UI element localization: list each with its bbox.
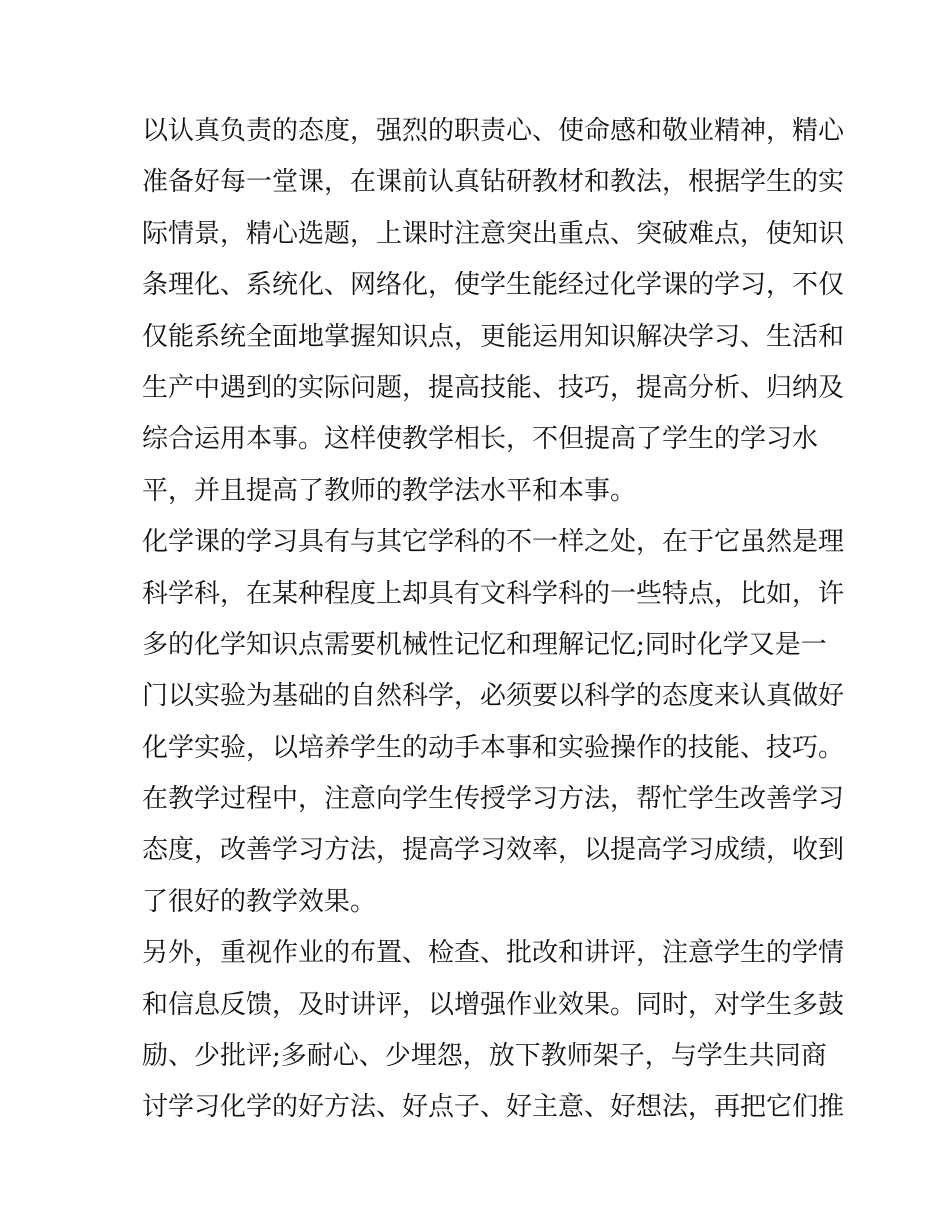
text-line: 和信息反馈，及时讲评，以增强作业效果。同时，对学生多鼓 xyxy=(142,989,845,1020)
text-line: 多的化学知识点需要机械性记忆和理解记忆;同时化学又是一 xyxy=(142,629,827,660)
text-line: 化学实验，以培养学生的动手本事和实验操作的技能、技巧。 xyxy=(142,732,845,763)
text-line: 化学课的学习具有与其它学科的不一样之处，在于它虽然是理 xyxy=(142,527,845,558)
text-line: 态度，改善学习方法，提高学习效率，以提高学习成绩，收到 xyxy=(142,835,845,866)
text-line: 科学科，在某种程度上却具有文科学科的一些特点，比如，许 xyxy=(142,578,845,609)
text-line: 在教学过程中，注意向学生传授学习方法，帮忙学生改善学习 xyxy=(142,784,845,815)
text-line: 际情景，精心选题，上课时注意突出重点、突破难点，使知识 xyxy=(142,218,845,249)
text-line: 了很好的教学效果。 xyxy=(142,886,377,917)
body-text xyxy=(142,106,845,1134)
text-line: 励、少批评;多耐心、少埋怨，放下教师架子，与学生共同商 xyxy=(142,1041,827,1072)
text-line: 门以实验为基础的自然科学，必须要以科学的态度来认真做好 xyxy=(142,681,845,712)
text-line: 另外，重视作业的布置、检查、批改和讲评，注意学生的学情 xyxy=(142,938,845,969)
text-line: 以认真负责的态度，强烈的职责心、使命感和敬业精神，精心 xyxy=(142,116,845,146)
text-line: 仅能系统全面地掌握知识点，更能运用知识解决学习、生活和 xyxy=(142,321,845,352)
text-line: 平，并且提高了教师的教学法水平和本事。 xyxy=(142,475,637,506)
text-line: 生产中遇到的实际问题，提高技能、技巧，提高分析、归纳及 xyxy=(142,372,845,403)
text-line: 讨学习化学的好方法、好点子、好主意、好想法，再把它们推 xyxy=(142,1092,845,1123)
text-line: 综合运用本事。这样使教学相长，不但提高了学生的学习水 xyxy=(142,424,819,455)
text-line: 条理化、系统化、网络化，使学生能经过化学课的学习，不仅 xyxy=(142,270,845,301)
text-line: 准备好每一堂课，在课前认真钻研教材和教法，根据学生的实 xyxy=(142,167,845,198)
